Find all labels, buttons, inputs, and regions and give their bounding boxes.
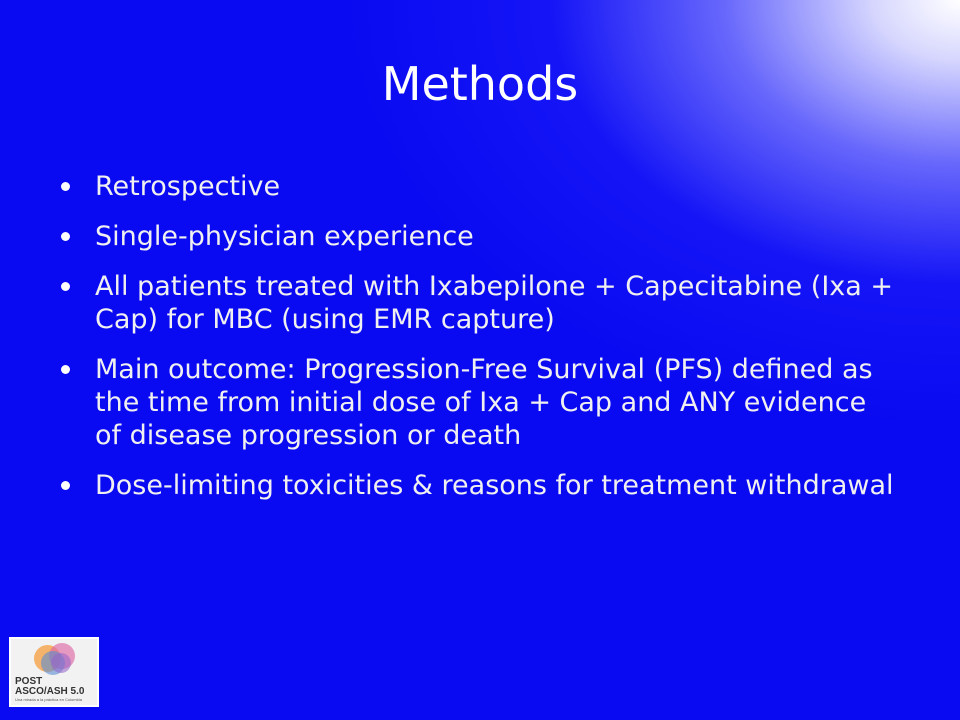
logo-ring-purple-icon	[51, 653, 71, 673]
bullet-text: Single-physician experience	[95, 221, 474, 252]
slide-title: Methods	[381, 57, 579, 111]
bullet-list	[58, 170, 898, 519]
bullet-item	[58, 220, 898, 253]
bullet-icon	[61, 365, 70, 374]
bullet-icon	[61, 481, 70, 490]
logo-tagline: Una mirada a la práctica en Colombia	[15, 697, 82, 702]
bullet-icon	[61, 182, 70, 191]
bullet-item	[58, 469, 898, 502]
bullet-text: Retrospective	[95, 171, 281, 202]
logo-rings-icon	[29, 643, 81, 677]
bullet-item	[58, 353, 898, 452]
post-asco-ash-logo	[9, 637, 99, 707]
bullet-icon	[61, 232, 70, 241]
logo-title	[15, 677, 97, 697]
logo-line2: ASCO/ASH 5.0	[15, 686, 85, 697]
bullet-icon	[61, 282, 70, 291]
bullet-item	[58, 270, 898, 336]
bullet-text: Main outcome: Progression-Free Survival (PFS) defined as the time from initial dose of Ixa + Cap and ANY evidence of disease progression or death	[95, 354, 873, 451]
bullet-item	[58, 170, 898, 203]
bullet-text: Dose-limiting toxicities & reasons for treatment withdrawal	[95, 470, 894, 501]
logo-line1: POST	[15, 676, 43, 687]
bullet-text: All patients treated with Ixabepilone + Capecitabine (Ixa + Cap) for MBC (using EMR capture)	[95, 271, 894, 335]
